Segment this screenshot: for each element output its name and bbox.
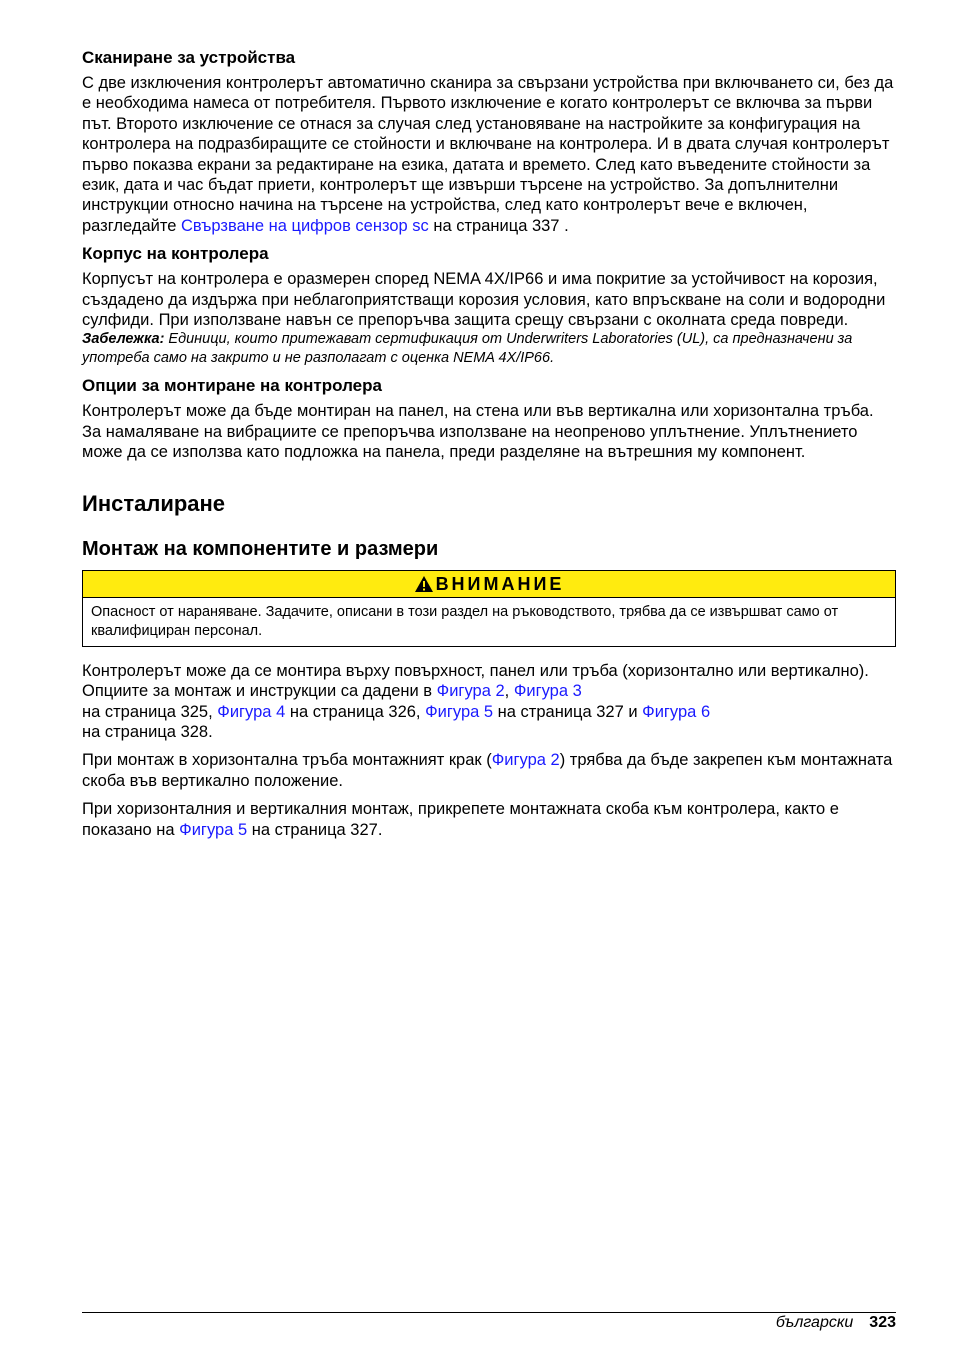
link-figure-4[interactable]: Фигура 4 (217, 702, 286, 721)
section-title-housing: Корпус на контролера (82, 244, 269, 264)
link-figure-3[interactable]: Фигура 3 (513, 682, 582, 701)
note-ul: Забележка: Единици, които притежават сертификация от Underwriters Laboratories (UL), са предназначени за употреба само на закрито и не разполагат с оценка NEMA 4X/IP66. (82, 331, 853, 367)
page-footer (82, 1312, 896, 1332)
section-title-device-scan: Сканиране за устройства (82, 48, 296, 67)
footer-language: български (775, 1314, 854, 1331)
paragraph-device-scan: С две изключения контролерът автоматично сканира за свързани устройства при включването си, без да е необходима намеса от потребителя. Първото изключение е когато контролерът се включва за първи път. Второто изключение се отнася за случая след установяване на настройките за конфигурация на контролера на подразбиращите се стойности и включване на контролера. И в двата случая контролерът първо показва екрани за редактиране на езика, датата и времето. След като въведените стойности за език, дата и час бъдат приети, контролерът ще извърши търсене на устройство. За допълнителни инструкции относно начина на търсене на устройства, след като контролерът вече е включен, разгледайте Свързване на цифров сензор sc на страница 337 . (82, 74, 894, 235)
section-title-assembly: Монтаж на компонентите и размери (82, 537, 439, 560)
paragraph-housing: Корпусът на контролера е оразмерен според NEMA 4X/IP66 и има покритие за устойчивост на корозия, създадено да издържа при неблагоприятстващи корозия условия, като впръскване на соли и водородни сулфиди. При използване навън се препоръчва защита срещу свързани с околната среда повреди. (82, 270, 886, 330)
note-label: Забележка: (82, 331, 165, 348)
paragraph-mounting-figures: Контролерът може да се монтира върху повърхност, панел или тръба (хоризонтално или вертикално). Опциите за монтаж и инструкции са дадени в Фигура 2, Фигура 3 на страница 325, Фигура 4 на страница 326, Фигура 5 на страница 327 и Фигура 6 на страница 328. (82, 661, 869, 741)
link-figure-6[interactable]: Фигура 6 (642, 702, 711, 721)
paragraph-mounting-options: Контролерът може да бъде монтиран на панел, на стена или във вертикална или хоризонтална тръба. За намаляване на вибрациите се препоръчва използване на неопреново уплътнение. Уплътнението може да се използва като подложка на панела, преди разделяне на вътрешния му компонент. (82, 402, 874, 462)
paragraph-horizontal-pipe: При монтаж в хоризонтална тръба монтажният крак (Фигура 2) трябва да бъде закрепен към монтажната скоба във вертикално положение. (82, 751, 893, 790)
page-number: 323 (869, 1314, 896, 1331)
link-figure-5[interactable]: Фигура 5 (425, 702, 494, 721)
paragraph-bracket: При хоризонталния и вертикалния монтаж, прикрепете монтажната скоба към контролера, както е показано на Фигура 5 на страница 327. (82, 800, 839, 839)
caution-box (82, 570, 896, 647)
link-figure-5b[interactable]: Фигура 5 (179, 820, 248, 839)
section-title-mounting-options: Опции за монтиране на контролера (82, 376, 382, 396)
page-content (82, 48, 896, 848)
caution-text: Опасност от нараняване. Задачите, описани в този раздел на ръководството, трябва да се извършват само от квалифициран персонал. (91, 603, 839, 639)
chapter-title-installation: Инсталиране (82, 490, 226, 516)
link-connect-sensor[interactable]: Свързване на цифров сензор sc (180, 216, 429, 235)
link-figure-2b[interactable]: Фигура 2 (491, 751, 560, 770)
caution-header: ВНИМАНИЕ (83, 571, 895, 598)
link-figure-2[interactable]: Фигура 2 (436, 682, 505, 701)
warning-triangle-icon (414, 575, 434, 593)
